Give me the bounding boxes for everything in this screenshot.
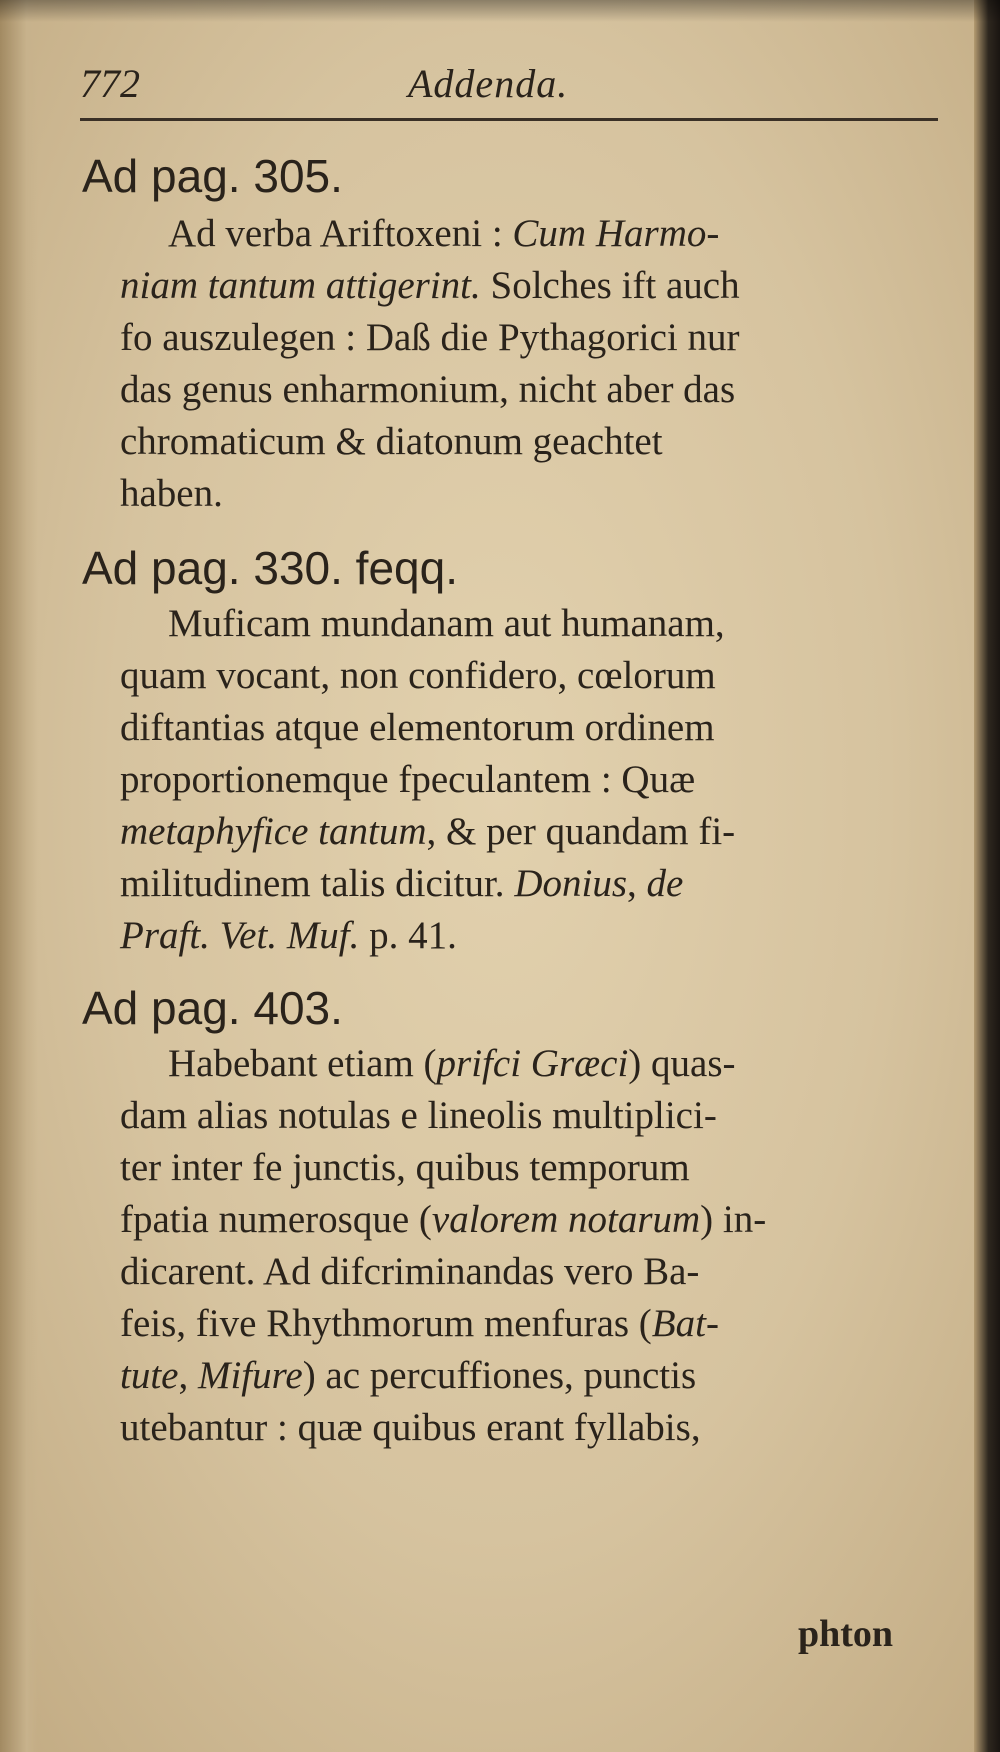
roman-text: ) ac percuffiones, punctis [302,1354,697,1397]
roman-text: dicarent. Ad difcriminandas vero Ba- [120,1250,700,1293]
italic-text: Bat- [651,1302,719,1345]
roman-text: ) quas- [628,1042,736,1085]
text-line [168,208,719,260]
text-line [120,702,715,754]
roman-text: , [627,862,647,905]
text-line [120,1298,719,1350]
roman-text: Muficam mundanam aut humanam, [168,602,725,645]
italic-text: tute [120,1354,179,1397]
text-line [120,364,735,416]
roman-text: fpatia numerosque ( [120,1198,432,1241]
italic-text: metaphyfice tantum [120,810,427,853]
catchword: phton [798,1613,894,1655]
italic-text: Mifure [197,1354,303,1397]
roman-text: dam alias notulas e lineolis multiplici- [120,1094,717,1137]
text-line [120,754,695,806]
roman-text: Habebant etiam ( [168,1042,437,1085]
text-line [120,1246,699,1298]
text-line [120,1402,701,1454]
italic-text: prifci Græci [436,1042,629,1085]
italic-text: de [646,862,684,905]
section-heading: Ad pag. 403. [82,982,343,1034]
roman-text: ter inter fe junctis, quibus temporum [120,1146,690,1189]
roman-text: diftantias atque elementorum ordinem [120,706,715,749]
italic-text: Donius [514,862,627,905]
roman-text: haben. [120,472,223,515]
roman-text: quam vocant, non confidero, cœlorum [120,654,716,697]
roman-text: Ad verba Ariftoxeni : [168,212,513,255]
text-line [120,910,457,962]
roman-text: ) in- [700,1198,767,1241]
running-head: Addenda. [408,61,569,106]
page-top-shadow [0,0,1000,22]
roman-text: , & per quandam fi- [426,810,736,853]
text-line [120,1142,690,1194]
text-line [120,416,663,468]
roman-text: das genus enharmonium, nicht aber das [120,368,736,411]
page-header [80,60,940,110]
italic-text: Praft. Vet. Muf. [120,914,360,957]
text-line [120,312,740,364]
roman-text: , [178,1354,198,1397]
roman-text: utebantur : quæ quibus erant fyllabis, [120,1406,701,1449]
roman-text: p. 41. [359,914,457,957]
italic-text: niam tantum attigerint. [120,264,481,307]
text-line [120,806,735,858]
page-number: 772 [80,61,140,106]
section-heading: Ad pag. 330. feqq. [82,542,458,594]
text-line [168,598,725,650]
roman-text: feis, five Rhythmorum menfuras ( [120,1302,652,1345]
text-line [120,1350,696,1402]
header-rule [80,118,938,121]
italic-text: valorem notarum [431,1198,701,1241]
roman-text: militudinem talis dicitur. [120,862,515,905]
section-heading: Ad pag. 305. [82,150,343,202]
text-line [120,468,223,520]
page-binding-shadow [0,0,38,1752]
text-line [120,650,716,702]
italic-text: Cum Harmo- [512,212,720,255]
roman-text: fo auszulegen : Daß die Pythagorici nur [120,316,740,359]
text-line [168,1038,736,1090]
text-line [120,858,683,910]
text-line [120,1090,717,1142]
roman-text: proportionemque fpeculantem : Quæ [120,758,696,801]
text-line [120,260,740,312]
roman-text: chromaticum & diatonum geachtet [120,420,663,463]
page-edge-shadow [974,0,1000,1752]
text-line [120,1194,766,1246]
roman-text: Solches ift auch [480,264,740,307]
